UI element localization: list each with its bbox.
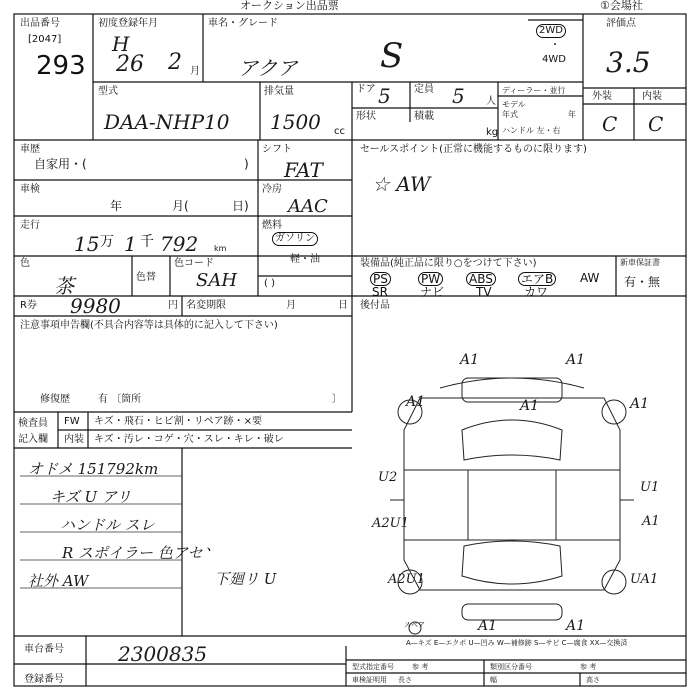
reference-label-2: 参 考: [580, 663, 597, 671]
displacement-value: 1500: [270, 110, 321, 134]
lot-number-label: 出品番号: [20, 18, 60, 29]
shape-label: 形状: [356, 111, 376, 122]
door-label: ドア: [356, 84, 376, 95]
color-value: 茶: [54, 274, 74, 298]
model-year-label: 年式: [502, 110, 518, 119]
interior-inspect-label: 内装: [64, 434, 84, 445]
mark-upper-center: A1: [520, 398, 540, 414]
rename-label: 名変期限: [186, 300, 226, 311]
load-unit: kg: [486, 127, 499, 138]
mark-top-right: A1: [566, 352, 586, 368]
remark-side-mark: 、: [206, 536, 222, 554]
dealer-label: ディーラー・並行: [502, 86, 566, 95]
lot-number: 293: [36, 51, 86, 81]
color-code-value: SAH: [196, 270, 238, 291]
remark-aftermarket-aw: 社外 AW: [28, 572, 89, 590]
shift-label: シフト: [262, 144, 292, 155]
recycle-unit: 円: [168, 300, 178, 311]
type-spec-label: 型式指定番号: [352, 663, 394, 671]
registration-label: 登録番号: [24, 674, 64, 685]
mileage-rest-value: 792: [160, 232, 199, 256]
equipment-leather: カワ: [524, 285, 549, 299]
equipment-tv: TV: [476, 285, 492, 299]
fuel-value: ガソリン: [272, 232, 318, 246]
door-value: 5: [378, 84, 391, 108]
exterior-label: 外装: [592, 91, 612, 102]
sales-points-label: セールスポイント(正常に機能するものに限ります): [360, 144, 587, 155]
inspection-label: 車検: [20, 184, 40, 195]
inspector-label: 検査員: [18, 418, 48, 429]
load-label: 積載: [414, 111, 434, 122]
ac-label: 冷房: [262, 184, 282, 195]
mileage-unit: km: [214, 244, 227, 253]
mark-left-lower: A2U1: [372, 516, 409, 531]
model-year-unit: 年: [568, 110, 576, 119]
history-label: 車歴: [20, 144, 40, 155]
first-registration-label: 初度登録年月: [98, 18, 158, 29]
fw-items: キズ・飛石・ヒビ割・リペア跡・×要: [94, 416, 262, 427]
history-close: ): [244, 157, 249, 171]
mark-bottom-left: A2U1: [388, 572, 425, 587]
width-label: 幅: [490, 676, 497, 684]
evaluator-mark: ①会場社: [600, 0, 643, 12]
color-code-label: 色コード: [174, 258, 214, 269]
after-market-label: 後付品: [360, 300, 390, 311]
mileage-label: 走行: [20, 220, 40, 231]
ac-value: AAC: [288, 196, 328, 217]
mileage-man-unit: 万: [100, 234, 114, 250]
mark-bottom-right: UA1: [630, 572, 659, 587]
fw-label: FW: [64, 416, 80, 427]
interior-items: キズ・汚レ・コゲ・穴・スレ・キレ・破レ: [94, 434, 284, 445]
registration-month: 2: [168, 50, 182, 75]
category-label: 類別区分番号: [490, 663, 532, 671]
mileage-thousand-value: 1: [124, 232, 137, 256]
car-diagram: [390, 378, 634, 634]
inspection-day: 日): [232, 199, 249, 213]
sales-points-value: ☆ AW: [372, 172, 431, 196]
mark-right-mid: U1: [640, 480, 660, 495]
remark-underbody: 下廻リ U: [214, 570, 277, 588]
equipment-navi: ナビ: [420, 285, 445, 299]
evaluation-label: 評価点: [606, 18, 636, 29]
remark-spoiler: R スポイラー 色アセ: [62, 544, 203, 562]
inspector-entry-label: 記入欄: [18, 434, 48, 445]
handle-label: ハンドル 左・右: [502, 126, 561, 135]
interior-label: 内装: [642, 91, 662, 102]
length-label: 長さ: [398, 676, 412, 684]
fuel-alt: 軽・油: [290, 254, 320, 265]
fuel-paren: ( ): [264, 278, 275, 289]
capacity-value: 5: [452, 84, 465, 108]
chassis-label: 車台番号: [24, 644, 64, 655]
mark-left-mid: U2: [378, 470, 398, 485]
repair-history-close: 〕: [332, 394, 342, 405]
mileage-thousand-unit: 千: [140, 234, 154, 250]
inspection-month: 月(: [172, 199, 189, 213]
fuel-label: 燃料: [262, 220, 282, 231]
rename-month: 月: [286, 300, 296, 311]
equipment-pw: PW: [418, 272, 443, 286]
equipment-abs: ABS: [466, 272, 496, 286]
mileage-man-value: 15: [74, 232, 100, 256]
mark-right-lower: A1: [642, 514, 660, 529]
equipment-airbag: エアB: [518, 272, 556, 286]
recycle-label: R券: [20, 300, 37, 311]
registration-month-unit: 月: [190, 66, 200, 77]
history-value: 自家用・(: [34, 157, 87, 171]
certificate-label: 車検証明用: [352, 676, 387, 684]
warranty-label: 新車保証書: [620, 258, 660, 267]
model-grade: S: [380, 36, 404, 76]
interior-grade: C: [648, 112, 664, 136]
exterior-grade: C: [602, 112, 618, 136]
equipment-sr: SR: [372, 285, 388, 299]
repair-history-label: 修復歴: [40, 394, 70, 405]
equipment-ps: PS: [370, 272, 391, 286]
displacement-unit: cc: [334, 126, 345, 137]
drive-4wd: 4WD: [542, 54, 566, 65]
remark-scratch: キズ U アリ: [50, 488, 132, 506]
equipment-aw: AW: [580, 271, 600, 285]
mark-upper-right: A1: [630, 396, 650, 412]
warranty-value: 有・無: [624, 275, 661, 289]
displacement-label: 排気量: [264, 86, 294, 97]
top-title: オークション出品票: [240, 0, 339, 12]
capacity-label: 定員: [414, 84, 434, 95]
model-type-label: 型式: [98, 86, 118, 97]
rename-day: 日: [338, 300, 348, 311]
model-name-label: 車名・グレード: [208, 18, 278, 29]
equipment-label: 装備品(純正品に限り○をつけて下さい): [360, 258, 537, 269]
recycle-value: 9980: [70, 294, 121, 318]
model-name: アクア: [238, 56, 298, 80]
notes-label: 注意事項申告欄(不具合内容等は具体的に記入して下さい): [20, 320, 278, 331]
evaluation-score: 3.5: [606, 46, 651, 79]
capacity-unit: 人: [486, 96, 496, 107]
remark-odometer: オドメ 151792km: [28, 460, 159, 478]
repair-history-value: 有 〔箇所: [98, 394, 142, 405]
mark-top-left: A1: [460, 352, 480, 368]
mark-spare: スペア: [404, 621, 425, 629]
mark-bottom-center-right: A1: [566, 618, 586, 634]
registration-year: 26: [116, 52, 144, 77]
mark-upper-left: A1: [406, 394, 426, 410]
registration-era: H: [112, 32, 130, 56]
damage-legend: A—キズ E—エクボ U—凹み W—補修跡 S—サビ C—腐食 XX—交換済: [406, 639, 628, 647]
drive-2wd: 2WD: [536, 24, 566, 38]
model-label: モデル: [502, 100, 526, 109]
inspection-year: 年: [110, 199, 123, 213]
color-change-label: 色替: [136, 272, 156, 283]
height-label: 高さ: [586, 676, 600, 684]
lot-sub-number: [2047]: [28, 34, 62, 45]
chassis-number: 2300835: [118, 642, 208, 666]
mark-bottom-center-left: A1: [478, 618, 498, 634]
shift-value: FAT: [284, 158, 323, 182]
remark-handle: ハンドル スレ: [60, 516, 155, 534]
drive-separator: ・: [550, 40, 560, 51]
reference-label-1: 参 考: [412, 663, 429, 671]
color-label: 色: [20, 258, 30, 269]
model-type: DAA-NHP10: [104, 110, 230, 134]
